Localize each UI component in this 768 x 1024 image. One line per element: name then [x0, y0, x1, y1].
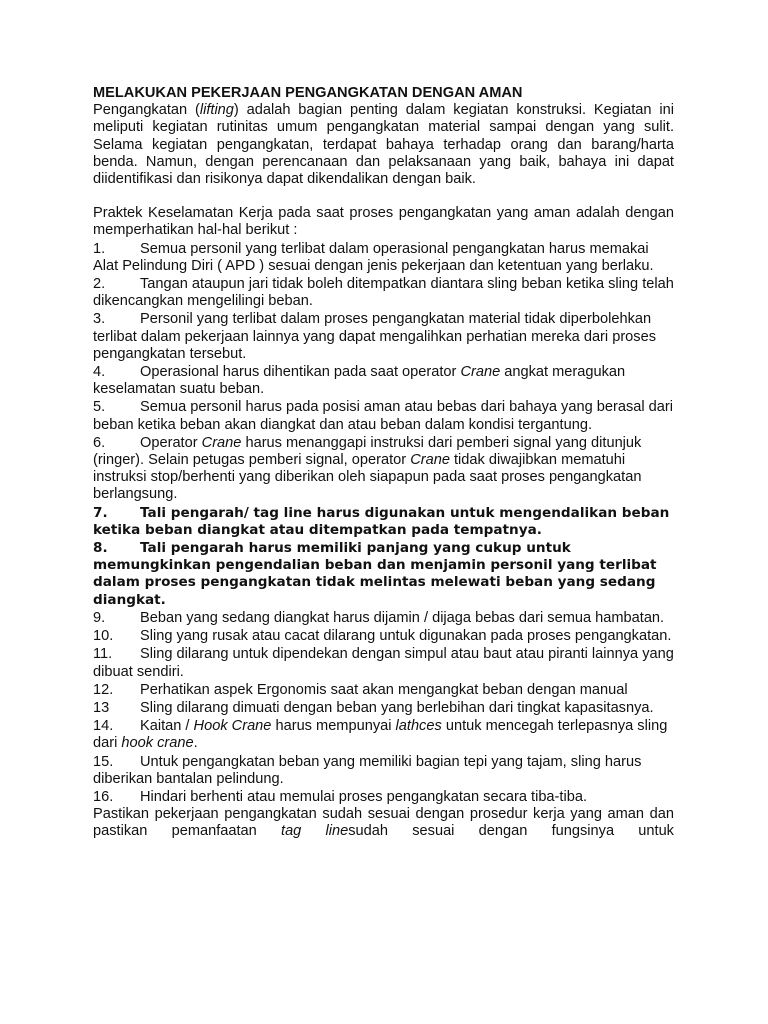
item-number: 7. — [93, 504, 108, 521]
item-number: 5. — [93, 399, 106, 416]
item-italic: lathces — [395, 718, 442, 735]
list-item-5 — [93, 399, 674, 433]
document-title: MELAKUKAN PEKERJAAN PENGANGKATAN DENGAN AMAN — [93, 85, 523, 101]
intro-paragraph — [93, 102, 674, 188]
item-text: tidak diwajibkan mematuhi instruksi stop/berhenti yang diberikan oleh siapapun pada saat proses pengangkatan berlangsung. — [93, 452, 642, 503]
item-text: Beban yang sedang diangkat harus dijamin / dijaga bebas dari semua hambatan. — [140, 609, 665, 626]
item-number: 2. — [93, 276, 106, 293]
item-text: Semua personil yang terlibat dalam operasional pengangkatan harus memakai Alat Pelindung Diri ( APD ) sesuai dengan jenis pekerjaan dan ketentuan yang berlaku. — [93, 240, 654, 274]
item-text: Semua personil harus pada posisi aman atau bebas dari bahaya yang berasal dari beban ketika beban akan diangkat dan atau beban dalam kondisi tergantung. — [93, 399, 674, 433]
item-italic: Crane — [460, 364, 501, 381]
item-text: Sling dilarang untuk dipendekan dengan simpul atau baut atau piranti lainnya yang dibuat sendiri. — [93, 646, 674, 680]
list-item-9 — [93, 610, 674, 627]
list-item-14 — [93, 718, 674, 752]
list-item-3 — [93, 311, 674, 363]
item-number: 8. — [93, 540, 108, 557]
item-number: 4. — [93, 364, 106, 381]
item-text: Sling dilarang dimuati dengan beban yang berlebihan dari tingkat kapasitasnya. — [140, 699, 654, 716]
item-number: 3. — [93, 311, 106, 328]
item-text: Hindari berhenti atau memulai proses pengangkatan secara tiba-tiba. — [140, 788, 587, 805]
item-text: Perhatikan aspek Ergonomis saat akan mengangkat beban dengan manual — [140, 681, 628, 698]
item-number: 10. — [93, 628, 114, 645]
item-italic: hook crane — [121, 735, 194, 752]
item-text: Sling yang rusak atau cacat dilarang untuk digunakan pada proses pengangkatan. — [140, 628, 672, 645]
item-text: Tali pengarah harus memiliki panjang yang cukup untuk memungkinkan pengendalian beban dan menjamin personil yang terlibat dalam proses pengangkatan tidak melintas melewati beban yang sedang diangkat. — [93, 540, 657, 608]
item-text: Kaitan / — [140, 718, 194, 735]
list-item-2 — [93, 276, 674, 310]
item-text: . — [193, 735, 198, 752]
list-item-1 — [93, 241, 674, 275]
item-italic: Crane — [410, 452, 450, 469]
item-text: Operator — [140, 434, 202, 451]
item-text: angkat meragukan keselamatan suatu beban. — [93, 364, 626, 398]
list-item-12 — [93, 682, 674, 699]
lead-paragraph: Praktek Keselamatan Kerja pada saat proses pengangkatan yang aman adalah dengan memperhatikan hal-hal berikut : — [93, 205, 674, 239]
item-text: Untuk pengangkatan beban yang memiliki bagian tepi yang tajam, sling harus diberikan bantalan pelindung. — [93, 753, 642, 787]
list-item-16 — [93, 789, 674, 806]
closing-paragraph — [93, 806, 674, 840]
list-item-15 — [93, 754, 674, 788]
item-number: 13 — [93, 699, 110, 716]
list-item-11 — [93, 646, 674, 680]
intro-italic-term: lifting — [199, 102, 234, 119]
closing-text: Pastikan pekerjaan pengangkatan sudah sesuai dengan prosedur kerja yang aman dan pastikan pemanfaatan — [93, 806, 674, 840]
item-number: 9. — [93, 609, 106, 626]
item-text: Tangan ataupun jari tidak boleh ditempatkan diantara sling beban ketika sling telah dikencangkan mengelilingi beban. — [93, 276, 674, 310]
item-text: untuk mencegah terlepasnya sling dari — [93, 718, 668, 752]
paragraph-gap — [93, 188, 674, 205]
item-number: 12. — [93, 681, 114, 698]
item-number: 14. — [93, 718, 114, 735]
item-text: Tali pengarah/ tag line harus digunakan untuk mengendalikan beban ketika beban diangkat atau ditempatkan pada tempatnya. — [93, 504, 670, 538]
item-number: 16. — [93, 788, 114, 805]
intro-text: Pengangkatan ( — [93, 102, 200, 119]
list-item-7 — [93, 505, 674, 539]
item-text: Personil yang terlibat dalam proses pengangkatan material tidak diperbolehkan terlibat dalam pekerjaan lainnya yang dapat mengalihkan perhatian mereka dari proses pengangkatan tersebut. — [93, 311, 657, 362]
item-number: 15. — [93, 753, 114, 770]
item-text: harus menanggapi instruksi dari pemberi signal yang ditunjuk (ringer). Selain petugas pemberi signal, operator — [93, 434, 642, 469]
list-item-10 — [93, 628, 674, 645]
item-number: 6. — [93, 434, 106, 451]
list-item-8 — [93, 540, 674, 609]
item-text: Operasional harus dihentikan pada saat operator — [140, 364, 461, 381]
closing-italic: tag line — [281, 823, 349, 840]
item-number: 11. — [93, 646, 113, 663]
item-text: harus mempunyai — [271, 718, 396, 735]
item-number: 1. — [93, 240, 106, 257]
item-italic: Crane — [201, 434, 242, 451]
closing-text: sudah sesuai dengan fungsinya untuk — [348, 823, 674, 840]
list-item-13 — [93, 700, 674, 717]
list-item-6 — [93, 435, 674, 504]
list-item-4 — [93, 364, 674, 398]
intro-text: ) adalah bagian penting dalam kegiatan konstruksi. Kegiatan ini meliputi kegiatan rutinitas umum pengangkatan material sampai dengan yang sulit. Selama kegiatan pengangkatan, terdapat bahaya terhadap orang dan barang/harta benda. Namun, dengan perencanaan dan pelaksanaan yang baik, bahaya ini dapat diidentifikasi dan risikonya dapat dikendalikan dengan baik. — [93, 102, 674, 188]
item-italic: Hook Crane — [193, 718, 272, 735]
